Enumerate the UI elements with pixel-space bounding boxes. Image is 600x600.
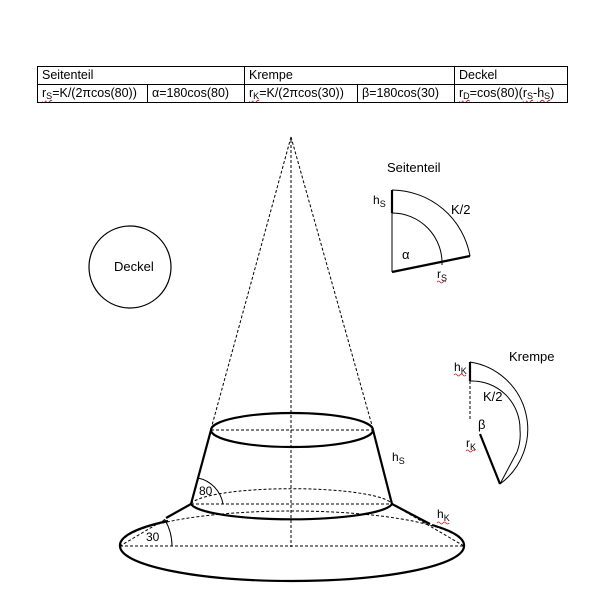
rk-var: r (249, 86, 254, 100)
rk-formula: =K/(2πcos(30)) (259, 86, 344, 100)
rd-formula: =cos(80)( (469, 86, 523, 100)
rd-hs-var: h (537, 86, 545, 100)
krempe-h-label: $h_K$ (454, 360, 467, 376)
seitenteil-alpha-label: α (402, 247, 410, 262)
hk-label: $h_K$ (437, 507, 450, 523)
deckel-label: Deckel (114, 259, 154, 274)
rd-close: ) (550, 86, 555, 100)
krempe-piece (454, 349, 555, 484)
angle-30-label: 30 (146, 530, 160, 544)
cell-beta: β=180cos(30) (358, 85, 455, 103)
seitenteil-h-label: $h_S$ (373, 193, 386, 209)
brim-front (120, 546, 464, 581)
rs-var: r (42, 86, 47, 100)
krempe-beta-label: β (478, 417, 486, 432)
header-seitenteil: Seitenteil (38, 67, 245, 85)
rd-hs-sub: S (544, 91, 551, 101)
angle-80-label: 80 (199, 484, 213, 498)
cone-right-dashed (291, 137, 373, 429)
deckel-group (89, 226, 171, 308)
rd-rs-var: r (522, 86, 527, 100)
angle-30-arc (165, 520, 172, 546)
rd-rs-sub: S (527, 91, 534, 101)
cone-left-dashed (211, 137, 291, 429)
krempe-title: Krempe (509, 349, 555, 364)
krempe-r-label: $r_K$ (466, 436, 477, 452)
seitenteil-title: Seitenteil (387, 160, 441, 175)
rd-sub: D (463, 91, 470, 101)
header-krempe: Krempe (245, 67, 455, 85)
krempe-right-edge (500, 452, 517, 484)
seitenteil-piece (373, 160, 471, 283)
seitenteil-arc-label: K/2 (451, 202, 471, 217)
rd-dash: - (533, 86, 538, 100)
krempe-r-edge (480, 434, 500, 484)
krempe-arc-label: K/2 (483, 389, 503, 404)
seitenteil-inner-arc (392, 213, 442, 265)
header-deckel: Deckel (455, 67, 568, 85)
cell-alpha: α=180cos(80) (148, 85, 245, 103)
rk-sub: K (253, 91, 260, 101)
hs-label: $h_S$ (392, 450, 405, 466)
brim-left-solid-edge (166, 504, 191, 518)
rd-var: r (459, 86, 464, 100)
seitenteil-r-label: $r_S$ (437, 267, 448, 283)
brim-back-left-solid (120, 521, 168, 546)
hat-drawing (120, 137, 464, 581)
rs-formula: =K/(2πcos(80)) (52, 86, 137, 100)
side-right-edge (373, 430, 392, 504)
rs-sub: S (46, 91, 53, 101)
